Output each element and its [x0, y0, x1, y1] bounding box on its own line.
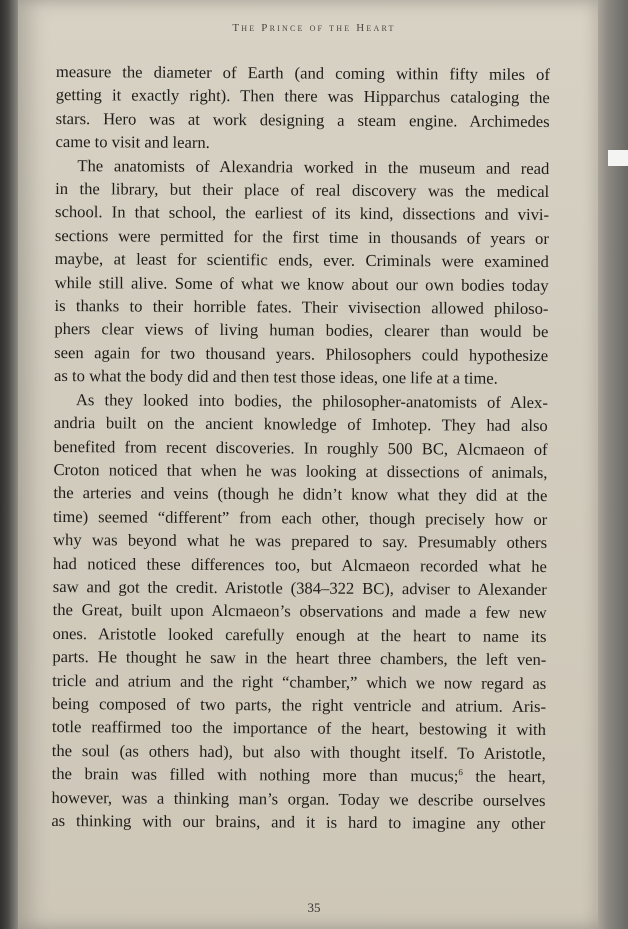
text-line: as thinking with our brains, and it is hard to imagine any other — [51, 810, 546, 834]
text-line: school. In that school, the earliest of its kind, dissections and vivi- — [55, 202, 550, 225]
text-line-with-footnote — [52, 762, 546, 788]
paragraph-start-line: As they looked into bodies, the philosopher-anatomists of Alex- — [75, 389, 548, 412]
text-line: the arteries and veins (though he didn’t know what they did at the — [53, 483, 548, 506]
footnote-marker: 6 — [458, 767, 463, 778]
text-line: in the library, but their place of real discovery was the medical — [55, 179, 550, 202]
text-line: time) seemed “different” from each other, though precisely how or — [53, 506, 548, 529]
text-line: however, was a thinking man’s organ. Today we describe ourselves — [51, 787, 546, 810]
text-line: stars. Hero was at work designing a steam engine. Archimedes — [55, 108, 550, 131]
text-line: phers clear views of living human bodies, clearer than would be — [54, 319, 549, 342]
body-text — [51, 60, 550, 835]
text-line: came to visit and learn. — [55, 132, 210, 153]
text-line: seen again for two thousand years. Philosophers could hypothesize — [54, 342, 549, 365]
running-head: The Prince of the Heart — [232, 22, 396, 34]
page-number: 35 — [307, 900, 321, 915]
text-line: had noticed these differences too, but Alcmaeon recorded what he — [52, 553, 547, 576]
page-edge-background — [598, 0, 628, 929]
text-line: andria built on the ancient knowledge of Imhotep. They had also — [53, 413, 548, 436]
text-line: parts. He thought he saw in the heart three chambers, the left ven- — [52, 647, 547, 670]
text-line: as to what the body did and then test those ideas, one life at a time. — [54, 366, 498, 388]
text-line: Croton noticed that when he was looking at dissections of animals, — [53, 459, 548, 482]
text-line: measure the diameter of Earth (and coming within fifty miles of — [55, 61, 550, 85]
text-line: totle reaffirmed too the importance of the heart, bestowing it with — [51, 717, 546, 740]
text-line: while still alive. Some of what we know about our own bodies today — [54, 272, 549, 295]
text-line: being composed of two parts, the right ventricle and atrium. Aris- — [52, 693, 547, 716]
text-line: saw and got the credit. Aristotle (384–322 BC), adviser to Alexander — [52, 576, 547, 599]
text-line: getting it exactly right). Then there was Hipparchus cataloging the — [55, 85, 550, 108]
text-line: sections were permitted for the first time in thousands of years or — [54, 225, 549, 248]
text-fragment: the brain was filled with nothing more than mucus; — [51, 764, 459, 786]
text-line: ones. Aristotle looked carefully enough at the heart to name its — [52, 623, 547, 646]
text-line: benefited from recent discoveries. In roughly 500 BC, Alcmaeon of — [53, 436, 548, 459]
text-line: the soul (as others had), but also with thought itself. To Aristotle, — [51, 740, 546, 763]
text-line: maybe, at least for scientific ends, ever. Criminals were examined — [54, 249, 549, 272]
text-line: the Great, built upon Alcmaeon’s observations and made a few new — [52, 600, 547, 623]
paragraph-start-line: The anatomists of Alexandria worked in the museum and read — [77, 155, 550, 178]
text-line: is thanks to their horrible fates. Their vivisection allowed philoso- — [54, 296, 549, 319]
background-light — [608, 150, 628, 166]
text-fragment: the heart, — [462, 766, 546, 787]
text-line: tricle and atrium and the right “chamber,” which we now regard as — [52, 670, 547, 693]
text-line: why was beyond what he was prepared to say. Presumably others — [53, 530, 548, 553]
